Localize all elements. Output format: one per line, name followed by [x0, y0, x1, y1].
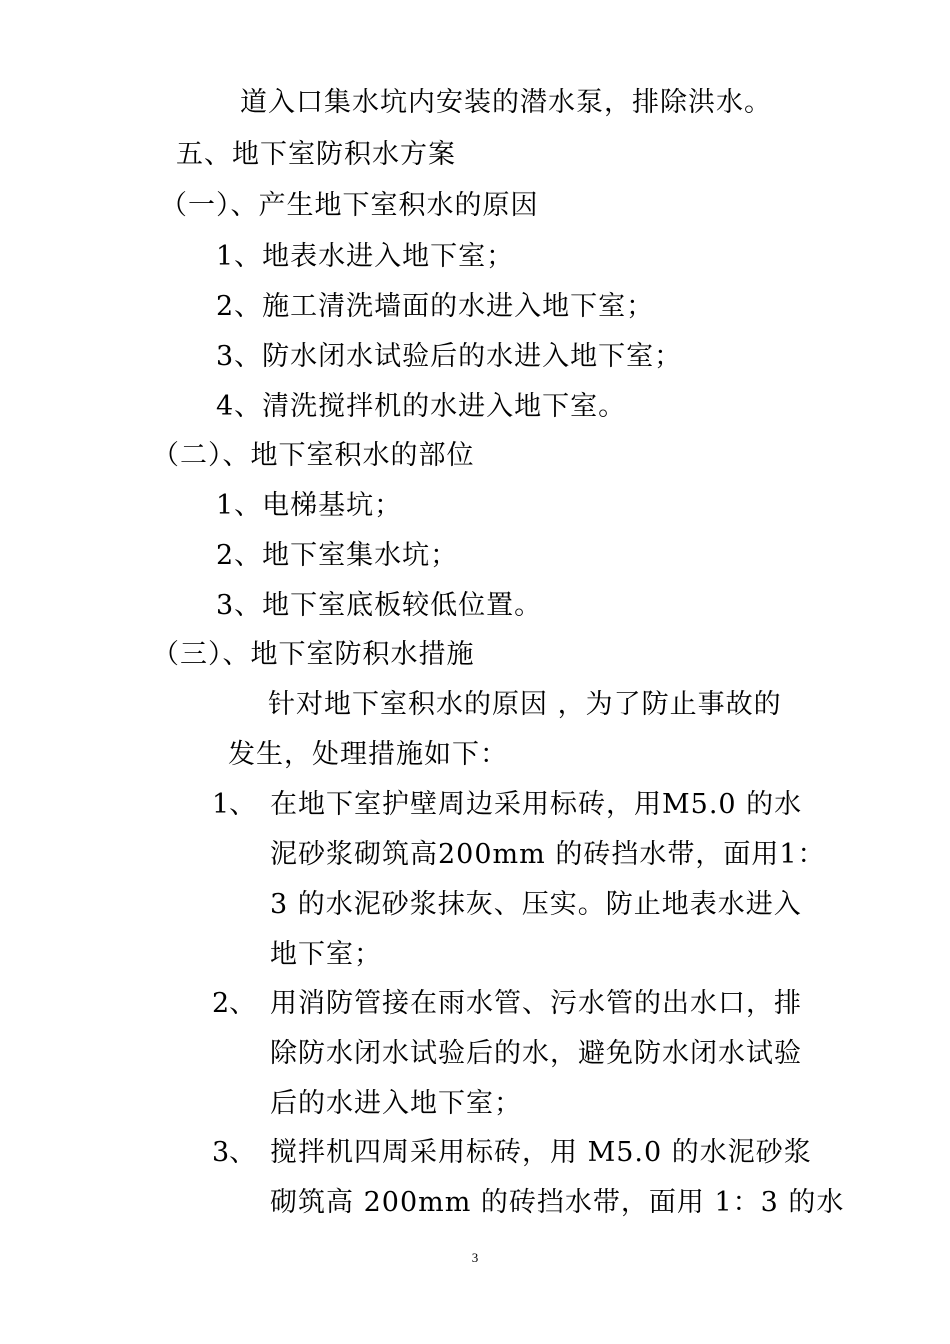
causes-heading: （一）、产生地下室积水的原因	[160, 190, 539, 221]
measures-heading: （三）、地下室防积水措施	[152, 639, 475, 670]
locations-heading: （二）、地下室积水的部位	[152, 440, 475, 471]
cause-item: 4、清洗搅拌机的水进入地下室。	[216, 391, 627, 422]
measure-line: 搅拌机四周采用标砖，用 M5.0 的水泥砂浆	[270, 1137, 812, 1168]
measure-line: 用消防管接在雨水管、污水管的出水口，排	[270, 988, 802, 1019]
section-title: 五、地下室防积水方案	[176, 139, 456, 170]
cause-item: 1、地表水进入地下室；	[216, 241, 515, 272]
measure-line: 后的水进入地下室；	[270, 1088, 522, 1119]
location-item: 3、地下室底板较低位置。	[216, 590, 543, 621]
measures-intro: 发生，处理措施如下：	[228, 739, 508, 770]
cause-item: 2、施工清洗墙面的水进入地下室；	[216, 291, 655, 322]
measure-line: 除防水闭水试验后的水，避免防水闭水试验	[270, 1038, 802, 1069]
measure-line: 砌筑高 200mm 的砖挡水带，面用 1：3 的水	[270, 1187, 845, 1218]
measure-number: 1、	[212, 789, 257, 820]
intro-line: 道入口集水坑内安装的潜水泵，排除洪水。	[240, 87, 772, 118]
measure-line: 3 的水泥砂浆抹灰、压实。防止地表水进入	[270, 889, 802, 920]
measure-line: 在地下室护壁周边采用标砖，用M5.0 的水	[270, 789, 803, 820]
cause-item: 3、防水闭水试验后的水进入地下室；	[216, 341, 683, 372]
measure-number: 2、	[212, 988, 257, 1019]
location-item: 1、电梯基坑；	[216, 490, 403, 521]
measure-number: 3、	[212, 1137, 257, 1168]
measures-intro: 针对地下室积水的原因 ，为了防止事故的	[268, 689, 782, 720]
measure-line: 泥砂浆砌筑高200mm 的砖挡水带，面用1：	[270, 839, 826, 870]
measure-line: 地下室；	[270, 939, 382, 970]
location-item: 2、地下室集水坑；	[216, 540, 459, 571]
page-number: 3	[471, 1250, 479, 1265]
